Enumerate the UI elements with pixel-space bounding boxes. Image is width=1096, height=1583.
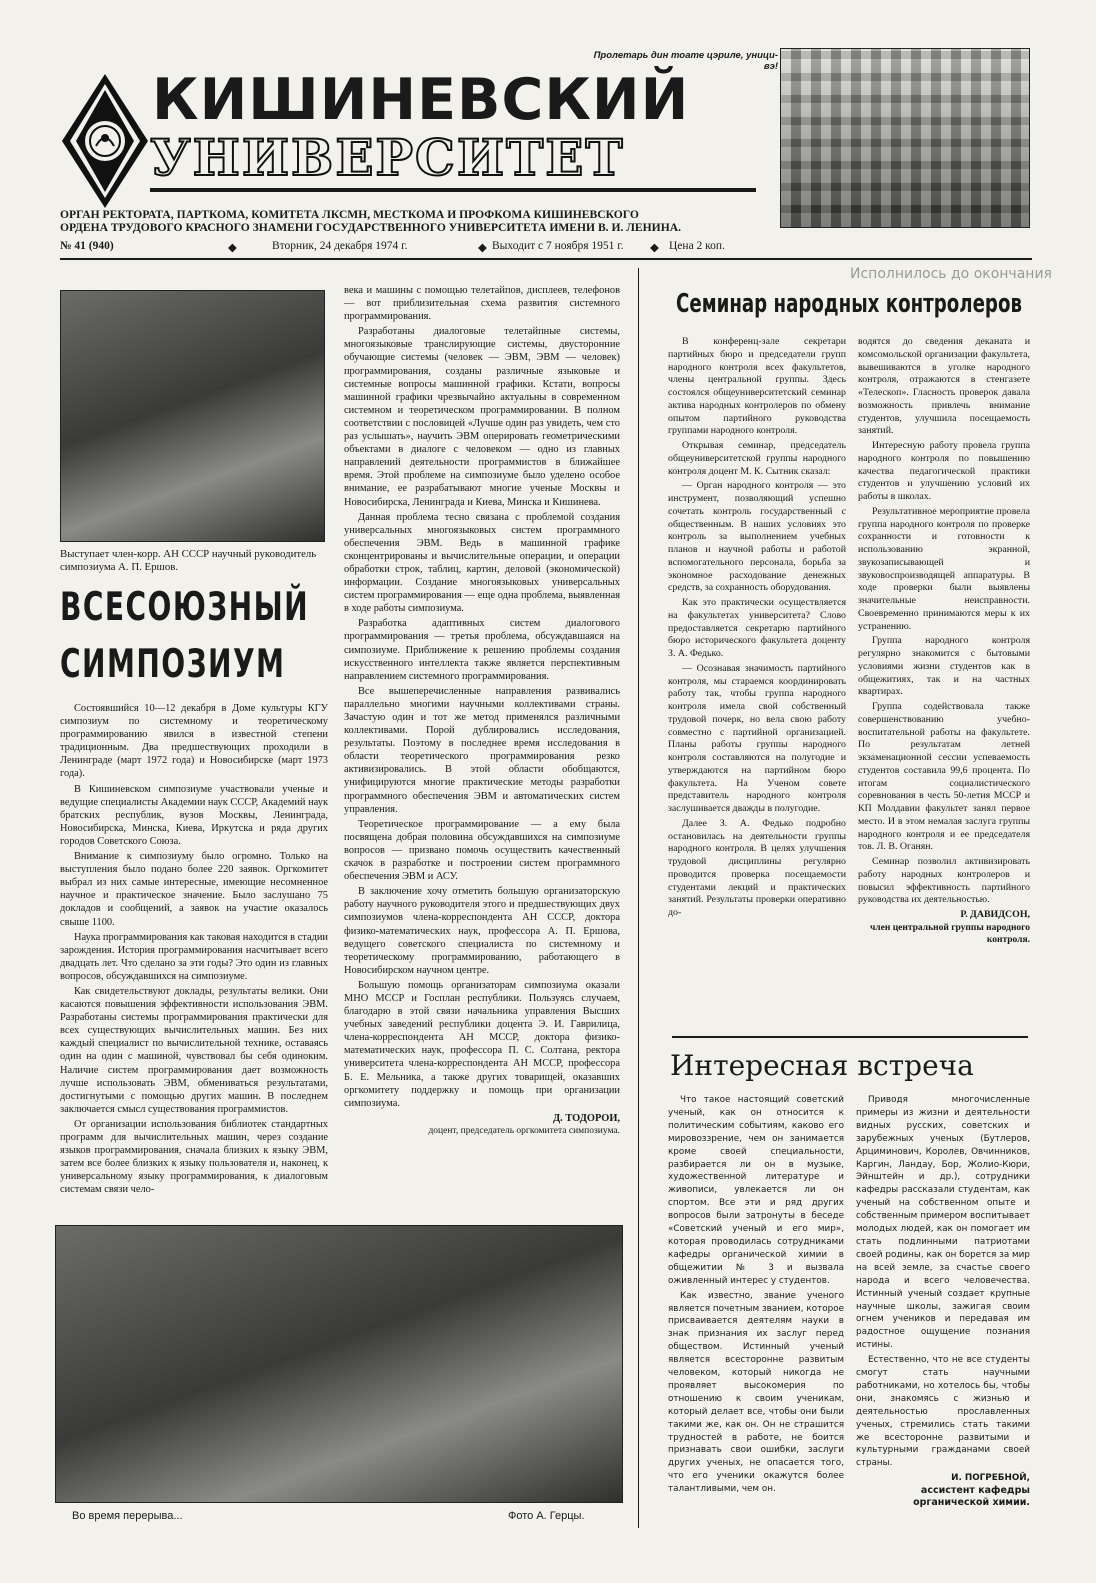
ershov-portrait-photo [60, 290, 325, 542]
paragraph: В Кишиневском симпозиуме участвовали ученые и ведущие специалисты Академии наук СССР, Академий наук братских республик, вузов Москвы, Ленинграда, Новосибирска, Минска, Киева, Иркутска и ряда других городов Советского Союза. [60, 783, 328, 847]
seminar-headline: Семинар народных контролеров [676, 289, 1022, 319]
meeting-column-1 [668, 1094, 844, 1526]
paragraph: водятся до сведения деканата и комсомольской организации факультета, вывешиваются в уголке народного контроля, отражаются в стенгазете «Телескоп». Гласность проверок давала возможность привлечь внимание студентов, улучшила посещаемость занятий. [858, 336, 1030, 437]
university-building-photo [780, 48, 1030, 228]
seminar-signature: Р. ДАВИДСОН, [960, 909, 1030, 920]
paragraph: От организации использования библиотек стандартных программ для вычислительных машин, через создание языков программирования, сначала близких к языку ЭВМ, затем все более близких к языку пользователя и, наконец, к универсальному языку программирования, к диалоговым системам связи чело- [60, 1118, 328, 1196]
paragraph: Все вышеперечисленные направления развивались параллельно многими научными коллективами страны. Зачастую один и тот же метод применялся различными коллективами. Порой дублировались исследования, результаты. Поэтому в последнее время исследования в области теоретического программирования резко активизировались. В этой области обобщаются, унифицируются многие практические методы разработки программного обеспечения ЭВМ и автоматических систем управления. [344, 685, 620, 815]
symposium-headline-line1: ВСЕСОЮЗНЫЙ [60, 585, 310, 630]
seminar-signature-note: член центральной группы народного контроля. [869, 922, 1030, 945]
symposium-column-1 [60, 702, 328, 1214]
paragraph: — Осознавая значимость партийного контроля, мы стараемся координировать работу так, чтобы группа народного контроля имела свой собственный трудовой почерк, но вела свою работу совместно с партийной организацией. Планы работы группы народного контроля составляются на полугодие и утверждаются на партийном бюро факультета. На Ученом совете представитель народного контроля заслушивается дважды в полугодие. [668, 662, 846, 814]
photo-credit: Фото А. Герцы. [508, 1510, 585, 1522]
seminar-column-1 [668, 336, 846, 1002]
masthead-title-line2: УНИВЕРСИТЕТ [150, 128, 625, 187]
masthead-organ-line2: ОРДЕНА ТРУДОВОГО КРАСНОГО ЗНАМЕНИ ГОСУДАРСТВЕННОГО УНИВЕРСИТЕТА ИМЕНИ В. И. ЛЕНИНА. [60, 221, 681, 234]
paragraph: Интересную работу провела группа народного контроля по повышению качества педагогической практики студентов и улучшению условий их работы в школах. [858, 440, 1030, 502]
symposium-signature-note: доцент, председатель оргкомитета симпозиума. [428, 1125, 620, 1136]
paragraph: Естественно, что не все студенты смогут стать научными работниками, но хотелось бы, чтобы они, знакомясь с жизнью и деятельностью прославленных ученых, стремились стать такими же всесторонне развитыми и культурными гражданами своей страны. [856, 1355, 1030, 1469]
separator-diamond-icon: ◆ [478, 242, 487, 254]
paragraph: Результативное мероприятие провела группа народного контроля по проверке сохранности и готовности к использованию экранной, звукозаписывающей и звуковоспроизводящей аппаратуры. В ходе проверки были выявлены значительные неисправности. Своевременно принимаются меры к их устранению. [858, 505, 1030, 632]
paragraph: Что такое настоящий советский ученый, как он относится к политическим событиям, каково его мировоззрение, чем он занимается кроме своей специальности, разбирается ли он в музыке, художественной литературе и живописи, увлекается ли он спортом. Все эти и ряд других вопросов были затронуты в беседе «Советский ученый и его мир», которая проводилась сотрудниками кафедры органической химии в общежитии № 3 и вызвала оживленный интерес у студентов. [668, 1095, 844, 1286]
paragraph: Далее З. А. Федько подробно остановилась на деятельности группы народного контроля. В целях улучшения трудовой дисциплины регулярно проводится проверка посещаемости студентами лекций и практических занятий. Результаты проверки оперативно до- [668, 817, 846, 918]
seminar-top-strip: Исполнилось до окончания [850, 266, 1052, 282]
paragraph: Данная проблема тесно связана с проблемой создания универсальных многоязыковых систем программного обеспечения ЭВМ. Ведь в машинной графике сконцентрированы и вычислительные операции, и операции обработки строк, таблиц, картин, деловой (экономической) информации. Создание многоязыковых универсальных систем программирования — еще одна проблема, выявленная в ходе работы симпозиума. [344, 511, 620, 615]
paragraph: Теоретическое программирование — а ему была посвящена добрая половина обсуждавшихся на симпозиуме вопросов — призвано помочь осуществить качественный скачок в разработке и построении систем программного обеспечения ЭВМ и АСУ. [344, 818, 620, 883]
paragraph: Группа содействовала также совершенствованию учебно-воспитательной работы на факультете. По результатам летней экзаменационной сессии успеваемость студентов составила 99,6 процента. По итогам социалистического соревнования в честь 50-летия МССР и КП Молдавии факультет занял первое место. И в этом немалая заслуга группы народного контроля и ее председателя тов. Л. В. Оганян. [858, 701, 1030, 853]
masthead-bottom-rule [60, 258, 1032, 260]
break-photo-caption: Во время перерыва... [72, 1510, 183, 1522]
paragraph: Как это практически осуществляется на факультетах университета? Слово предоставляется секретарю партийного бюро исторического факультета доценту З. А. Федько. [668, 597, 846, 659]
paragraph: Разработаны диалоговые телетайпные системы, многоязыковые транслирующие системы, двусторонние обучающие системы (человек — ЭВМ, ЭВМ — человек) программирования, созданы различные языковые и системные вопросы машинной графики. Кстати, вопросы машинной графики чрезвычайно актуальны в современном системном и теоретическом программировании. В полном соответствии с пословицей «Лучше один раз увидеть, чем сто раз услышать», научить ЭВМ оперировать геометрическими объектами в диалоге с человеком — одно из главных направлений деятельности программистов в ближайшее время. Этой проблеме на симпозиуме было уделено особое внимание, ее разрабатывают многие ученые Москвы и Новосибирска, Ленинграда и Киева, Минска и Кишинева. [344, 326, 620, 508]
masthead-title-line1: КИШИНЕВСКИЙ [152, 67, 690, 133]
break-time-photo [55, 1225, 623, 1503]
meeting-headline: Интересная встреча [670, 1049, 974, 1082]
column-divider [638, 268, 639, 1528]
paragraph: Большую помощь организаторам симпозиума оказали МНО МССР и Госплан республики. Пользуясь случаем, благодарю в этой связи начальника управления Высших учебных заведений республики доцента Э. И. Гаврилица, члена-корреспондента АН МССР, доктора физико-математических наук, профессора П. С. Солтана, ректора университета члена-корреспондента АН МССР, профессора Б. Е. Мельника, а также других товарищей, оказавших оргкомитету поддержку и помощь при организации симпозиума. [344, 979, 620, 1109]
state-emblem-icon [60, 72, 150, 210]
paragraph: Наука программирования как таковая находится в стадии зарождения. История программирования насчитывает всего двадцать лет. Что сделано за эти годы? Это один из главных вопросов, обсуждавшихся на симпозиуме. [60, 931, 328, 982]
paragraph: В заключение хочу отметить большую организаторскую работу научного руководителя этого и предшествующих двух симпозиумов члена-корреспондента АН СССР, доктора физико-математических наук, профессора А. П. Ершова, ведущего советского специалиста по системному и теоретическому программированию, работающего в Новосибирском научном центре. [344, 886, 620, 976]
ershov-photo-caption: Выступает член-корр. АН СССР научный руководитель симпозиума А. П. Ершов. [60, 548, 317, 573]
emblem-logo [60, 72, 150, 210]
paragraph: Внимание к симпозиуму было огромно. Только на выступления было подано более 220 заявок. Оргкомитет выбрал из них самые интересные, имеющие несомненное научное и практическое значение. Было заслушано 75 докладов и сообщений, а заявок на участие оказалось свыше 1100. [60, 851, 328, 928]
paragraph: Как свидетельствуют доклады, результаты велики. Они касаются повышения эффективности использования ЭВМ. Разработаны системы программирования практически для всех существующих вычислительных машин. Без них каждый специалист по вычислительной технике, оставаясь один на один с машиной, чувствовал бы себя одиноким. Наличие систем программирования дает возможность лучше использовать ЭВМ, обмениваться результатами, достигнутыми с помощью других машин. В последнем заключается смысл существования программистов. [60, 985, 328, 1115]
issue-number: № 41 (940) [60, 240, 114, 252]
issue-since: Выходит с 7 ноября 1951 г. [492, 240, 624, 252]
paragraph: Состоявшийся 10—12 декабря в Доме культуры КГУ симпозиум по системному и теоретическому программированию явился в известной степени традиционным. Два предшествующих проходили в Ленинграде (март 1972 года) и Новосибирске (март 1973 года). [60, 703, 328, 780]
masthead-underline [150, 188, 756, 192]
paragraph: Как известно, звание ученого является почетным званием, которое присваивается деятелям науки в знак признания их заслуг перед обществом. Истинный ученый является всесторонне развитым человеком, который никогда не проявляет высокомерия по отношению к своим ученикам, который делает все, чтобы они были такими же, как он. Он не страшится трудностей в работе, не боится признавать свои ошибки, заслуги других ученых, не опасается того, что его ученики окажутся более талантливыми, чем он. [668, 1290, 844, 1495]
symposium-headline-line2: СИМПОЗИУМ [60, 642, 286, 687]
seminar-column-2 [858, 336, 1030, 1026]
symposium-column-2 [344, 284, 620, 1216]
paragraph: Приводя многочисленные примеры из жизни и деятельности видных русских, советских и зарубежных ученых (Бутлеров, Арциминович, Королев, Овчинников, Каргин, Ландау, Бор, Жолио-Кюри, Эйнштейн и др.), сотрудники кафедры рассказали студентам, как ученый на собственном опыте и собственным примером воспитывает молодых людей, как он помогает им стать подлинными патриотами своей родины, как он борется за мир на всей земле, за счастье своего народа и всего человечества. Истинный ученый создает крупные научные школы, зажигая своим огнем учеников и передавая им радостное ощущение познания истины. [856, 1095, 1030, 1351]
issue-date: Вторник, 24 декабря 1974 г. [272, 240, 408, 252]
symposium-signature: Д. ТОДОРОИ, [553, 1112, 620, 1124]
paragraph: — Орган народного контроля — это инструмент, позволяющий успешно сочетать контроль государственный с общественным. В наших условиях это контроль за выполнением учебных планов и научной работы и работой вспомогательного персонала, борьба за экономное расходование денежных средств, за сохранность оборудования. [668, 480, 846, 594]
paragraph: В конференц-зале секретари партийных бюро и председатели групп народного контроля всех факультетов, члены центральной группы. Здесь состоялся общеуниверситетский семинар актива народных контролеров по обмену опытом партийного руководства группами народного контроля. [668, 336, 846, 437]
meeting-column-2 [856, 1094, 1030, 1526]
issue-price: Цена 2 коп. [669, 240, 725, 252]
paragraph: Группа народного контроля регулярно знакомится с бытовыми условиями жизни студентов как в общежитиях, так и на частных квартирах. [858, 635, 1030, 698]
section-rule [672, 1036, 1028, 1038]
meeting-signature-note: ассистент кафедры органической химии. [913, 1485, 1030, 1509]
masthead-organ-line1: ОРГАН РЕКТОРАТА, ПАРТКОМА, КОМИТЕТА ЛКСМН, МЕСТКОМА И ПРОФКОМА КИШИНЕВСКОГО [60, 208, 639, 221]
issue-info-bar [60, 240, 770, 256]
separator-diamond-icon: ◆ [650, 242, 659, 254]
paragraph: Семинар позволил активизировать работу народных контролеров и повысил эффективность партийного руководства их деятельностью. [858, 856, 1030, 906]
separator-diamond-icon: ◆ [228, 242, 237, 254]
paragraph: века и машины с помощью телетайпов, дисплеев, телефонов — вот приблизительная схема развития системного программирования. [344, 285, 620, 323]
masthead-motto: Пролетарь дин тоате цэриле, уници-вэ! [593, 50, 778, 72]
paragraph: Разработка адаптивных систем диалогового программирования — третья проблема, обсуждавшаяся на симпозиуме. Приближение к решению проблемы создания искусственного интеллекта также является перспективным направлением системного программирования. [344, 618, 620, 682]
paragraph: Открывая семинар, председатель общеуниверситетской группы народного контроля доцент М. К. Сытник сказал: [668, 440, 846, 477]
meeting-signature: И. ПОГРЕБНОЙ, [951, 1473, 1030, 1484]
